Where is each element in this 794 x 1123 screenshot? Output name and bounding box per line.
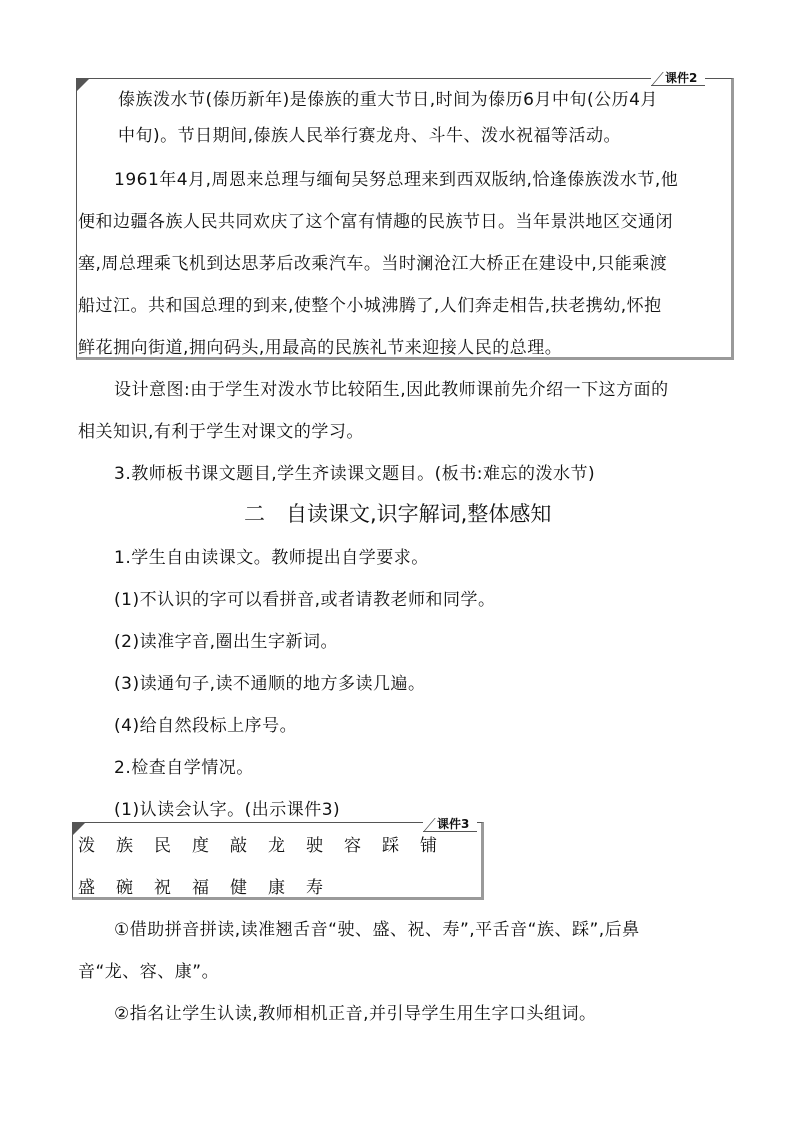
- box-corner: [76, 78, 90, 92]
- box1-line-6: 船过江。共和国总理的到来,使整个小城沸腾了,人们奔走相告,扶老携幼,怀抱: [78, 296, 662, 316]
- char-row-1: [78, 834, 458, 858]
- char: 度: [192, 836, 209, 856]
- item-6: 2.检查自学情况。: [114, 758, 254, 778]
- box1-line-7: 鲜花拥向街道,拥向码头,用最高的民族礼节来迎接人民的总理。: [78, 338, 563, 358]
- char-row-2: [78, 876, 344, 900]
- box1-line-1: 傣族泼水节(傣历新年)是傣族的重大节日,时间为傣历6月中旬(公历4月: [118, 90, 658, 110]
- section-2-title: 二 自读课文,识字解词,整体感知: [244, 502, 552, 526]
- char: 盛: [78, 878, 95, 898]
- item-4: (3)读通句子,读不通顺的地方多读几遍。: [114, 674, 426, 694]
- step-3: 3.教师板书课文题目,学生齐读课文题目。(板书:难忘的泼水节): [114, 464, 596, 484]
- char: 敲: [230, 836, 247, 856]
- courseware-tag: 课件2: [651, 71, 705, 86]
- char: 容: [344, 836, 361, 856]
- box1-line-2: 中旬)。节日期间,傣族人民举行赛龙舟、斗牛、泼水祝福等活动。: [118, 126, 622, 146]
- char: 泼: [78, 836, 95, 856]
- char: 康: [268, 878, 285, 898]
- char: 龙: [268, 836, 285, 856]
- char: 祝: [154, 878, 171, 898]
- item-1: 1.学生自由读课文。教师提出自学要求。: [114, 548, 429, 568]
- item-7: (1)认读会认字。(出示课件3): [114, 800, 341, 820]
- after-line-2: 音“龙、容、康”。: [78, 962, 220, 982]
- item-2: (1)不认识的字可以看拼音,或者请教老师和同学。: [114, 590, 496, 610]
- after-line-1: ①借助拼音拼读,读准翘舌音“驶、盛、祝、寿”,平舌音“族、踩”,后鼻: [114, 920, 640, 940]
- design-intent-line-1: 设计意图:由于学生对泼水节比较陌生,因此教师课前先介绍一下这方面的: [114, 380, 669, 400]
- char: 健: [230, 878, 247, 898]
- design-intent-line-2: 相关知识,有利于学生对课文的学习。: [78, 422, 364, 442]
- item-5: (4)给自然段标上序号。: [114, 716, 298, 736]
- box1-line-3: 1961年4月,周恩来总理与缅甸吴努总理来到西双版纳,恰逢傣族泼水节,他: [114, 170, 679, 190]
- char: 民: [154, 836, 171, 856]
- char: 族: [116, 836, 133, 856]
- char: 寿: [306, 878, 323, 898]
- courseware-tag: 课件3: [423, 817, 477, 832]
- char: 驶: [306, 836, 323, 856]
- after-line-3: ②指名让学生认读,教师相机正音,并引导学生用生字口头组词。: [114, 1004, 597, 1024]
- char: 福: [192, 878, 209, 898]
- box1-line-5: 塞,周总理乘飞机到达思茅后改乘汽车。当时澜沧江大桥正在建设中,只能乘渡: [78, 254, 668, 274]
- box1-line-4: 便和边疆各族人民共同欢庆了这个富有情趣的民族节日。当年景洪地区交通闭: [78, 212, 673, 232]
- item-3: (2)读准字音,圈出生字新词。: [114, 632, 338, 652]
- char: 碗: [116, 878, 133, 898]
- char: 铺: [420, 836, 437, 856]
- char: 踩: [382, 836, 399, 856]
